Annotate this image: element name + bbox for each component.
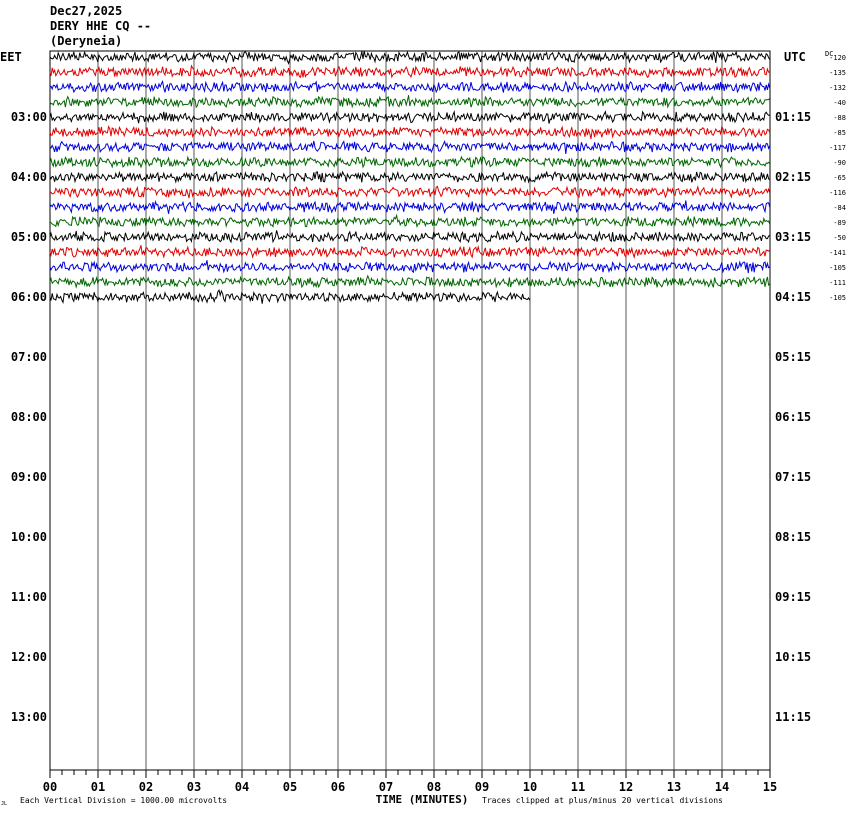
left-hour-label: 10:00 xyxy=(10,530,47,544)
x-axis-title: TIME (MINUTES) xyxy=(375,793,469,806)
x-tick-label: 14 xyxy=(714,780,730,794)
right-hour-label: 07:15 xyxy=(775,470,812,484)
right-hour-label: 05:15 xyxy=(775,350,812,364)
seismic-trace xyxy=(50,215,770,226)
right-hour-label: 06:15 xyxy=(775,410,812,424)
dc-offset-label: -135 xyxy=(829,69,846,77)
corner-mark: JL xyxy=(1,801,8,807)
seismic-trace xyxy=(50,172,770,183)
x-tick-label: 04 xyxy=(234,780,250,794)
seismic-trace xyxy=(50,245,770,257)
left-hour-label: 13:00 xyxy=(10,710,47,724)
seismic-trace xyxy=(50,141,770,154)
dc-offset-label: -50 xyxy=(833,234,846,242)
x-tick-label: 09 xyxy=(474,780,490,794)
date-label: Dec27,2025 xyxy=(50,4,123,18)
left-hour-label: 04:00 xyxy=(10,170,47,184)
seismic-trace xyxy=(50,112,770,124)
dc-offset-label: -89 xyxy=(833,219,846,227)
dc-offset-label: -120 xyxy=(829,54,846,62)
right-hour-label: 04:15 xyxy=(775,290,812,304)
x-tick-label: 11 xyxy=(570,780,586,794)
dc-offset-label: -84 xyxy=(833,204,846,212)
left-hour-label: 12:00 xyxy=(10,650,47,664)
clip-note: Traces clipped at plus/minus 20 vertical divisions xyxy=(482,796,723,805)
right-hour-label: 10:15 xyxy=(775,650,812,664)
left-timezone-label: EET xyxy=(0,50,22,64)
dc-offset-label: -132 xyxy=(829,84,846,92)
x-tick-label: 05 xyxy=(282,780,298,794)
right-timezone-label: UTC xyxy=(784,50,806,64)
x-tick-label: 01 xyxy=(90,780,106,794)
dc-offset-label: -88 xyxy=(833,114,846,122)
seismic-trace xyxy=(50,157,770,167)
seismic-trace xyxy=(50,276,770,287)
right-hour-label: 08:15 xyxy=(775,530,812,544)
dc-offset-label: -105 xyxy=(829,264,846,272)
x-tick-label: 00 xyxy=(42,780,58,794)
x-tick-label: 13 xyxy=(666,780,682,794)
dc-offset-label: -116 xyxy=(829,189,846,197)
dc-offset-label: -65 xyxy=(833,174,846,182)
dc-offset-label: -40 xyxy=(833,99,846,107)
dc-offset-label: -141 xyxy=(829,249,846,257)
x-tick-label: 03 xyxy=(186,780,202,794)
seismic-trace xyxy=(50,51,770,64)
left-hour-label: 07:00 xyxy=(10,350,47,364)
seismic-trace xyxy=(50,127,770,139)
x-tick-label: 07 xyxy=(378,780,394,794)
seismic-trace xyxy=(50,200,770,213)
seismic-trace xyxy=(50,230,770,242)
x-tick-label: 06 xyxy=(330,780,346,794)
x-tick-label: 15 xyxy=(762,780,778,794)
left-hour-label: 09:00 xyxy=(10,470,47,484)
dc-offset-label: -85 xyxy=(833,129,846,137)
location-label: (Deryneia) xyxy=(50,34,123,48)
seismic-trace xyxy=(50,66,770,78)
right-hour-label: 09:15 xyxy=(775,590,812,604)
x-tick-label: 12 xyxy=(618,780,634,794)
x-tick-label: 08 xyxy=(426,780,442,794)
seismic-trace xyxy=(50,260,770,273)
left-hour-label: 03:00 xyxy=(10,110,47,124)
left-hour-label: 05:00 xyxy=(10,230,47,244)
seismic-trace xyxy=(50,82,770,93)
left-hour-label: 06:00 xyxy=(10,290,47,304)
left-hour-label: 11:00 xyxy=(10,590,47,604)
seismic-trace xyxy=(50,95,770,107)
dc-offset-label: -117 xyxy=(829,144,846,152)
dc-offset-label: -111 xyxy=(829,279,846,287)
seismic-trace xyxy=(50,186,770,198)
dc-offset-label: -105 xyxy=(829,294,846,302)
x-tick-label: 02 xyxy=(138,780,154,794)
dc-offset-label: -90 xyxy=(833,159,846,167)
right-hour-label: 02:15 xyxy=(775,170,812,184)
station-label: DERY HHE CQ -- xyxy=(50,19,152,33)
left-hour-label: 08:00 xyxy=(10,410,47,424)
right-hour-label: 01:15 xyxy=(775,110,812,124)
x-tick-label: 10 xyxy=(522,780,538,794)
scale-note: Each Vertical Division = 1000.00 microvolts xyxy=(20,796,228,805)
right-hour-label: 03:15 xyxy=(775,230,812,244)
right-hour-label: 11:15 xyxy=(775,710,812,724)
dc-header: DC xyxy=(825,50,834,58)
